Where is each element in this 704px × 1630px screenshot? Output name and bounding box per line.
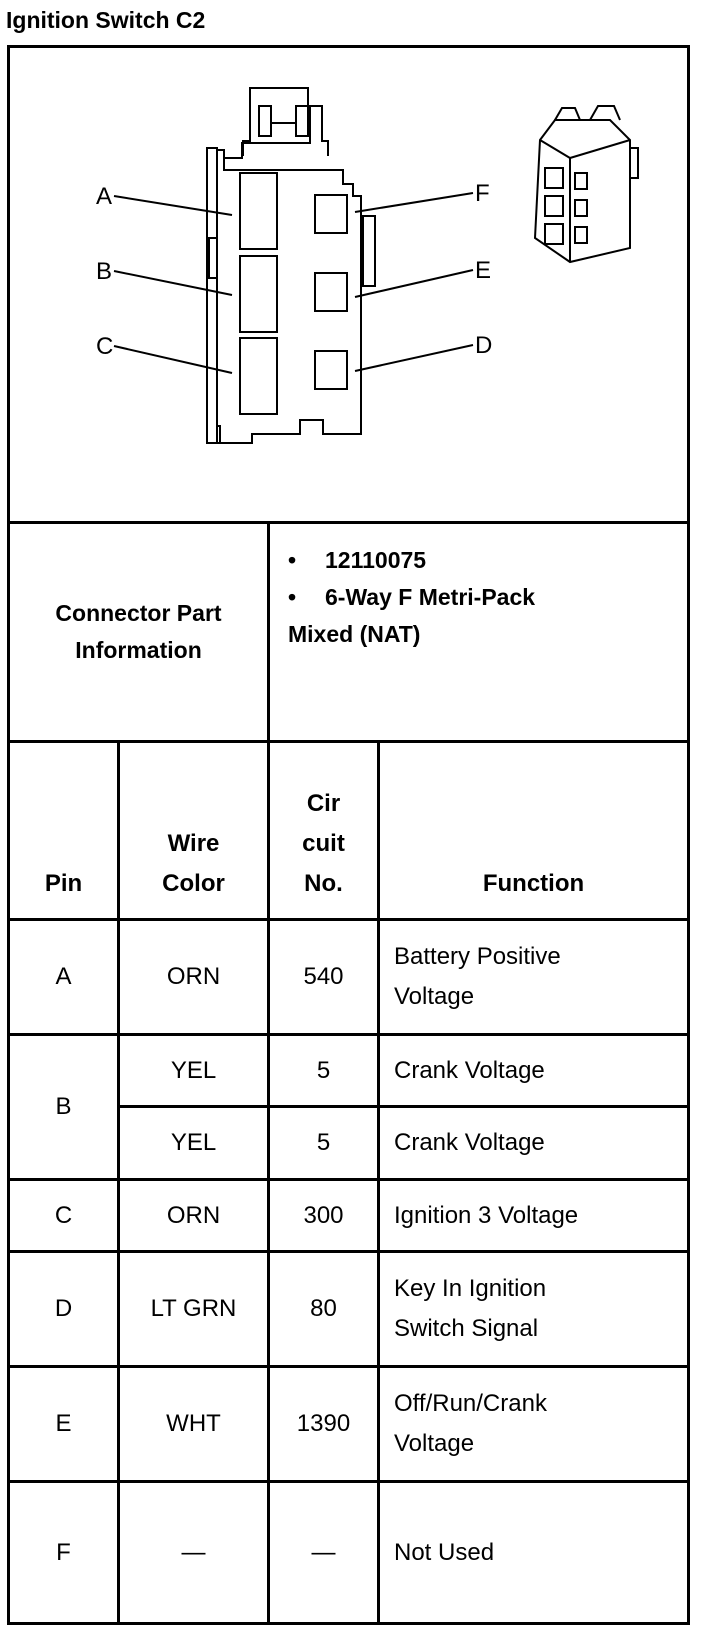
pin-label-a: A: [96, 183, 113, 210]
info-bullet: • 12110075: [288, 542, 687, 579]
pin-cell: E: [55, 1410, 72, 1437]
circuit-cell: 5: [316, 1056, 331, 1084]
connector-diagram: [10, 48, 687, 545]
function-cell: Crank Voltage: [394, 1129, 545, 1156]
latch-slot-left: [259, 106, 271, 136]
cavity-d: [315, 351, 347, 389]
pin-label-f: F: [475, 180, 490, 207]
connector-type-continuation: Mixed (NAT): [288, 621, 421, 647]
wire-color-cell: YEL: [170, 1056, 217, 1084]
wire-color-cell: LT GRN: [150, 1295, 237, 1322]
leader-b: [114, 271, 232, 295]
cavity-a: [240, 173, 277, 249]
pin-label-b: B: [96, 258, 113, 285]
pin-label-c: C: [96, 333, 114, 360]
function-cell: Crank Voltage: [394, 1056, 545, 1084]
wire-color-cell: WHT: [166, 1410, 221, 1437]
pin-cell: A: [55, 963, 72, 990]
connector-type: 6-Way F Metri-Pack: [325, 584, 536, 610]
connector-isometric-icon: [535, 106, 638, 262]
connector-info-label: Connector Part Information: [55, 600, 222, 663]
connector-table: [7, 45, 690, 1625]
pin-cell: D: [54, 1295, 73, 1322]
leader-a: [114, 196, 232, 215]
function-cell: Ignition 3 Voltage: [394, 1201, 579, 1229]
wire-color-cell: ORN: [166, 963, 221, 990]
cavity-f: [315, 195, 347, 233]
function-cell: Battery Positive Voltage: [394, 943, 561, 1010]
function-cell: Not Used: [394, 1538, 495, 1566]
header-function: Function: [482, 870, 585, 897]
connector-face-drawing: [10, 48, 687, 545]
pin-label-d: D: [475, 332, 493, 359]
latch-slot-right: [296, 106, 308, 136]
circuit-cell: 540: [303, 963, 344, 990]
leader-e: [355, 270, 473, 297]
circuit-cell: 5: [316, 1129, 331, 1156]
pin-cell: F: [56, 1538, 71, 1566]
pin-cell: C: [54, 1201, 73, 1229]
circuit-cell: 1390: [296, 1410, 351, 1437]
connector-body: [216, 150, 353, 438]
header-pin: Pin: [44, 870, 83, 897]
circuit-cell: 80: [310, 1295, 337, 1322]
leader-d: [355, 345, 473, 371]
connector-info-value: [270, 524, 687, 740]
wire-color-cell: ORN: [166, 1201, 221, 1229]
wire-color-cell: YEL: [170, 1129, 217, 1156]
page-title: Ignition Switch C2: [6, 7, 206, 33]
cavity-b: [240, 256, 277, 332]
function-cell: Key In Ignition Switch Signal: [394, 1275, 547, 1342]
circuit-cell: 300: [303, 1201, 344, 1229]
wire-color-cell: —: [181, 1538, 206, 1566]
pin-label-e: E: [475, 257, 492, 284]
leader-f: [355, 193, 473, 212]
cavity-e: [315, 273, 347, 311]
cavity-c: [240, 338, 277, 414]
info-bullet: • 6-Way F Metri-Pack: [288, 579, 687, 616]
function-cell: Off/Run/Crank Voltage: [394, 1390, 547, 1457]
header-wire-color: Wire Color: [162, 830, 225, 897]
pin-cell: B: [55, 1093, 72, 1120]
part-number: 12110075: [325, 547, 427, 573]
circuit-cell: —: [311, 1538, 336, 1566]
header-circuit: Cir cuit No.: [302, 790, 345, 897]
leader-c: [114, 346, 232, 373]
